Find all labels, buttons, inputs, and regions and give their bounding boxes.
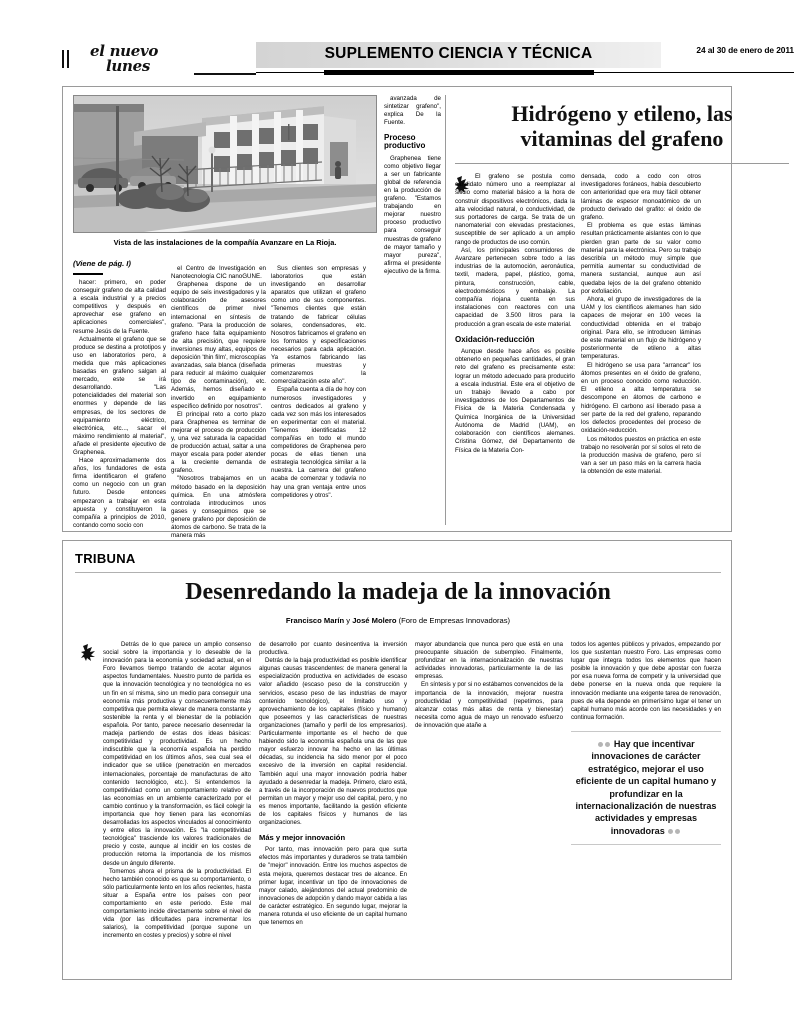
paragraph: Por tanto, mas innovación pero para que surta efectos más importantes y duraderos se trata también de "mejor" innovación. Entre los muchos aspectos de esta mejora, queremos destacar tres de alcance. En primer lugar, incentivar un tipo de innovaciones de mayor calado, alejándonos del actual predominio de innovaciones de adopción y dando mayor cabida a las de carácter estratégico. En segundo lugar, mejorar la manera rotunda el uso eficiente de un capital humano que tenemos en [259,846,407,927]
tribuna-rule [75,572,721,573]
paragraph: el Centro de Investigación en Nanotecnología CIC nanoGUNE. [171,265,266,281]
paragraph: avanzada de sintetizar grafeno", explica De la Fuente. [384,95,441,127]
masthead [62,42,794,82]
tribuna-byline [75,616,721,625]
subheading-proceso-productivo: Proceso productivo [384,133,426,151]
section-banner-title: SUPLEMENTO CIENCIA Y TÉCNICA [324,45,593,62]
pull-quote [571,731,721,845]
column-rule [73,273,103,275]
paragraph: Así, los principales consumidores de Avanzare pertenecen sobre todo a las industrias de la automoción, aeronáutica, textil, madera, papel, plástico, goma, pintura, construcción, cable, electrodomésticos y embalaje. La compañía riojana cuenta en sus instalaciones con reactores con una capacidad de 3.500 litros para la producción a gran escala de este material. [455,246,575,328]
author-join: y [344,616,353,625]
article-column-2 [581,173,701,477]
tribuna-label: TRIBUNA [75,551,136,566]
photo-caption: Vista de las instalaciones de la compañía Avanzare en La Rioja. [113,238,337,247]
tribuna-box [62,540,732,980]
paragraph: El hidrógeno se usa para "arrancar" los átomos presentes en el óxido de grafeno, en un proceso conocido como reducción. El etileno a alta temperatura se descompone en átomos de carbono e hidrógeno. El carbono así liberado pasa a ser parte de la red del grafeno, reparando los defectos procedentes del proceso de oxidación-reducción. [581,361,701,435]
paragraph: Aunque desde hace años es posible obtenerlo en pequeñas cantidades, el gran reto del grafeno es precisamente este: lograr un método adecuado para producirlo a escala industrial. Este era el objetivo de un trabajo llevado a cabo por investigadores de los Departamentos de Física de la Materia Condensada y Química Inorgánica de la Universidad Autónoma de Madrid (UAM), en colaboración con científicos alemanes. Cristina Gómez, del Departamento de Física de la Materia Con- [455,348,575,454]
publication-logo [84,44,192,78]
subheading-oxidacion-reduccion: Oxidación-reducción [455,334,535,344]
paragraph: "Nosotros trabajamos en un método basado en la deposición química. En una atmósfera controlada introducimos unos gases y conseguimos que se genere grafeno por deposición de átomos de carbono. Se trata de la manera más [171,475,266,540]
paragraph: Actualmente el grafeno que se produce se destina a prototipos y uso en laboratorios pero, a medida que más aplicaciones basadas en grafeno salgan al mercado, este se irá desarrollando. "Las potencialidades del material son enormes y depende de las empresas, de los sectores de equipamiento eléctrico, electrónica, etc..., sacar el máximo rendimiento al material", añade el presidente ejecutivo de Graphenea. [73,335,166,456]
pull-quote-body: Hay que incentivar innovaciones de carácter estratégico, mejorar el uso eficiente de un capital humano y profundizar en la internacionalización de nuestras actividades y empresas innovadoras [575,739,717,836]
paragraph: El grafeno se postula como candidato número uno a reemplazar al silicio como material básico a la hora de construir dispositivos electrónicos, dada la alta velocidad natural, o conductividad, de sus portadores de carga. Se trata de un nanomaterial con elevadas prestaciones, susceptible de ser aplicado a un amplio rango de productos de uso común. [455,173,575,246]
article-photo [73,95,377,233]
paragraph: Detrás de lo que parece un amplio consenso social sobre la importancia y lo deseable de la innovación para la economía y sociedad actual, en el Foro llevamos tiempo tratando de acotar algunos aspectos fundamentales. Nuestro punto de partida es que la innovación tecnológica y no tecnológica no es un fin en sí misma, sino un medio para conseguir una economía más productiva y consecuentemente más competitiva que permita elevar de manera constante y sostenible la renta y el bienestar de la población española. Por tanto, parece necesario desenredar la madeja partiendo de estas dos ideas básicas: competitividad y productividad. Es un hecho indiscutible que la economía española ha perdido competitividad en los últimos años, sea cual sea el indicador que se utilice (penetración en mercados internacionales, porcentaje de manufacturas de alto contenido tecnológico, etc.). Si entendemos la competitividad como un comportamiento relativo de las economías en un ambiente caracterizado por el cambio continuo y la transformación, es fácil colegir la importancia que hoy tienen para las economías desarrolladas los aspectos vinculados al conocimiento y entre ellos la innovación. Es "la competitividad tecnológica" trasciende los valores tradicionales de precio y coste, aunque al incidir en los costes de producción retorna la importancia de los mismos desde un ángulo diferente. [103,641,251,867]
paragraph: Ahora, el grupo de investigadores de la UAM y los científicos alemanes han sido capaces de mejorar en 100 veces la conductividad obtenida en el trabajo original. Para ello, se introducen láminas de este material en un flujo de hidrógeno y posteriormente de etileno a altas temperaturas. [581,296,701,361]
tribuna-column-4 [571,641,721,722]
tribuna-column-3 [415,641,563,730]
article-headline [455,101,789,151]
vertical-divider [445,95,446,525]
tribuna-title: Desenredando la madeja de la innovación [185,579,611,605]
issue-date: 24 al 30 de enero de 2011 [696,45,794,55]
paragraph: densada, codo a codo con otros investigadores foráneos, había descubierto con anterioridad que era muy fácil obtener láminas de espesor monoatómico de un producto derivado del grafito: el óxido de grafeno. [581,173,701,222]
banner-underline [324,70,594,75]
top-article-box [62,86,733,540]
author-name-1: Francisco Marín [285,616,345,625]
author-name-2: José Molero [352,616,397,625]
paragraph: Graphenea tiene como objetivo llegar a ser un fabricante global de referencia en la producción de grafeno. "Estamos trabajando en mejorar nuestro proceso productivo para conseguir muestras de grafeno de mayor tamaño y mayor pureza", afirma el presidente ejecutivo de la firma. [384,154,441,275]
headline-line-2: vitaminas del grafeno [520,126,724,151]
article-column-1 [455,173,575,455]
pull-quote-text [573,738,719,837]
headline-rule [455,163,789,164]
paragraph: España cuenta a día de hoy con numerosos investigadores y centros dedicados al grafeno y cada vez son más los interesados en experimentar con el material. "Tenemos identificadas 12 compañías en todo el mundo competidores de Graphenea pero pocas de ellas tienen una estrategia tecnológica similar a la nuestra. La carrera del grafeno acaba de comenzar y todavía no hay una gran ventaja entre unos competidores y otros". [271,386,366,499]
quote-dot-icon [675,829,680,834]
top-article-column-c [271,265,366,500]
paragraph: El problema es que estas láminas resultan prácticamente aislantes con lo que pierden gran parte de su valor como material para la electrónica. Pero su trabajo describía un método muy simple que permitía aumentar su conductividad de manera sustancial, aunque aun así quedaba lejos de la del grafeno obtenido por exfoliación. [581,222,701,295]
logo-rule [194,73,256,75]
paragraph: todos los agentes públicos y privados, empezando por los que sustentan nuestro Foro. Las empresas como lugar que integra todos los elementos que hacen posible la innovación y que debe apostar con fuerza por esa nueva forma de competir y la universidad que debe ponerse en la nueva onda que requiere la innovación mediante una exigente tarea de renovación, pues de ella depende en primerísimo lugar el tener un capital humano más acorde con las necesidades y en continua formación. [571,641,721,721]
quote-dot-icon [598,742,603,747]
quote-dot-icon [605,742,610,747]
top-article-column-a [73,279,166,530]
top-article-column-d [384,95,441,276]
masthead-bars-icon [62,50,76,68]
tribuna-column-1 [103,641,251,940]
logo-line-1: el nuevo [90,42,159,60]
paragraph: El principal reto a corto plazo para Graphenea es terminar de mejorar el proceso de producción y, una vez saturada la capacidad de producción actual, saltar a una mayor escala para poder atender a la creciente demanda de grafeno. [171,410,266,475]
paragraph: Los métodos puestos en práctica en este trabajo no resolverán por sí solos el reto de la producción masiva de grafeno, pero sí van a ser un paso más en la carrera hacia la obtención de este material. [581,435,701,476]
paragraph: En síntesis y por si no estábamos convencidos de la importancia de la innovación, mejorar nuestra productividad y competitividad (repetimos, para alcanzar cotas más altas de renta y bienestar) necesita como agua de mayo un renovado esfuerzo de innovación que atañe a [415,681,563,729]
paragraph: hacer: primero, en poder conseguir grafeno de alta calidad a escala industrial y a precios competitivos y después en aprovechar ese grafeno en aplicaciones comerciales", resume Jesús de la Fuente. [73,279,166,335]
paragraph: Hace aproximadamente dos años, los fundadores de esta firma identificaron el grafeno como un negocio con un gran futuro. Desde entonces empezaron a trabajar en esta apuesta y constituyeron la compañía a principios de 2010, contando como socio con [73,457,166,529]
tribuna-column-2 [259,641,407,927]
author-affiliation: (Foro de Empresas Innovadoras) [396,616,511,625]
paragraph: Graphenea dispone de un equipo de seis investigadores y la colaboración de asesores científicos de primer nivel internacional en síntesis de grafeno. "Para la producción de grafeno hace falta equipamiento de alta precisión, que requiere inversiones muy altas, equipos de deposición 'thin film', microscopías avanzadas, sala blanca (diseñada para reducir al máximo cualquier tipo de contaminación), etc. Además, hemos diseñado e invertido en equipamiento específico definido por nosotros". [171,281,266,410]
quote-dot-icon [668,829,673,834]
top-article-column-b [171,265,266,540]
paragraph: Tomemos ahora el prisma de la productividad. El hecho también conocido es que su comportamiento, o sólo particularmente lento en los años recientes, hasta situar a España entre los países con peor comportamiento en este periodo. Este mal comportamiento incide directamente sobre el nivel de vida (por las dificultades para incrementar los salarios), la competitividad (porque supone un incremento en costes y precios) y sobre el nivel [103,867,251,940]
headline-line-1: Hidrógeno y etileno, las [511,101,733,126]
subheading-mas-y-mejor-innovacion: Más y mejor innovación [259,833,346,843]
paragraph: mayor abundancia que nunca pero que está en una preocupante situación de subempleo. Finalmente, profundizar en la internacionalización de nuestras actividades innovadoras, particularmente la de las empresas. [415,641,563,681]
tribuna-drop-cap-star-icon [81,643,97,661]
paragraph: Detrás de la baja productividad es posible identificar algunas causas trascendentes: de manera general la especialización productiva en actividades de escaso valor añadido (escaso peso de la construcción y servicios, escaso peso de las industrias de mayor contenido tecnológico), el limitado uso y aprovechamiento de los capitales (físico y humano) que poseemos y las características de nuestras organizaciones (tamaño y perfil de los empresarios). Particularmente importante es el hecho de que habiendo sido la economía española una de las que mayor esfuerzo innovar ha hecho en las últimas décadas, su incidencia ha sido menor por el poco excesivo de la inversión en capital residencial. También aquí una mayor innovación podría haber ayudado a desenredar la madeja. Primero, claro está, a través de la incorporación de nuevos productos que permitan un mayor y mejor uso del capital, pero, y no es menos importante, facilitando la gestión eficiente de los capitales físicos y humanos de las organizaciones. [259,657,407,827]
logo-line-2: lunes [106,57,150,75]
paragraph: Sus clientes son empresas y laboratorios que están investigando en desarrollar aparatos que utilizan el grafeno como uno de sus componentes. "Tenemos clientes que están tratando de fabricar células solares, condensadores, etc. Nosotros fabricamos el grafeno en los formatos y especificaciones necesarios para cada aplicación. Ya estamos fabricando las primeras muestras y comenzaremos la comercialización este año". [271,265,366,386]
paragraph: de desarrollo por cuanto desincentiva la inversión productiva. [259,641,407,657]
continued-from-label: (Viene de pág. I) [73,259,131,268]
